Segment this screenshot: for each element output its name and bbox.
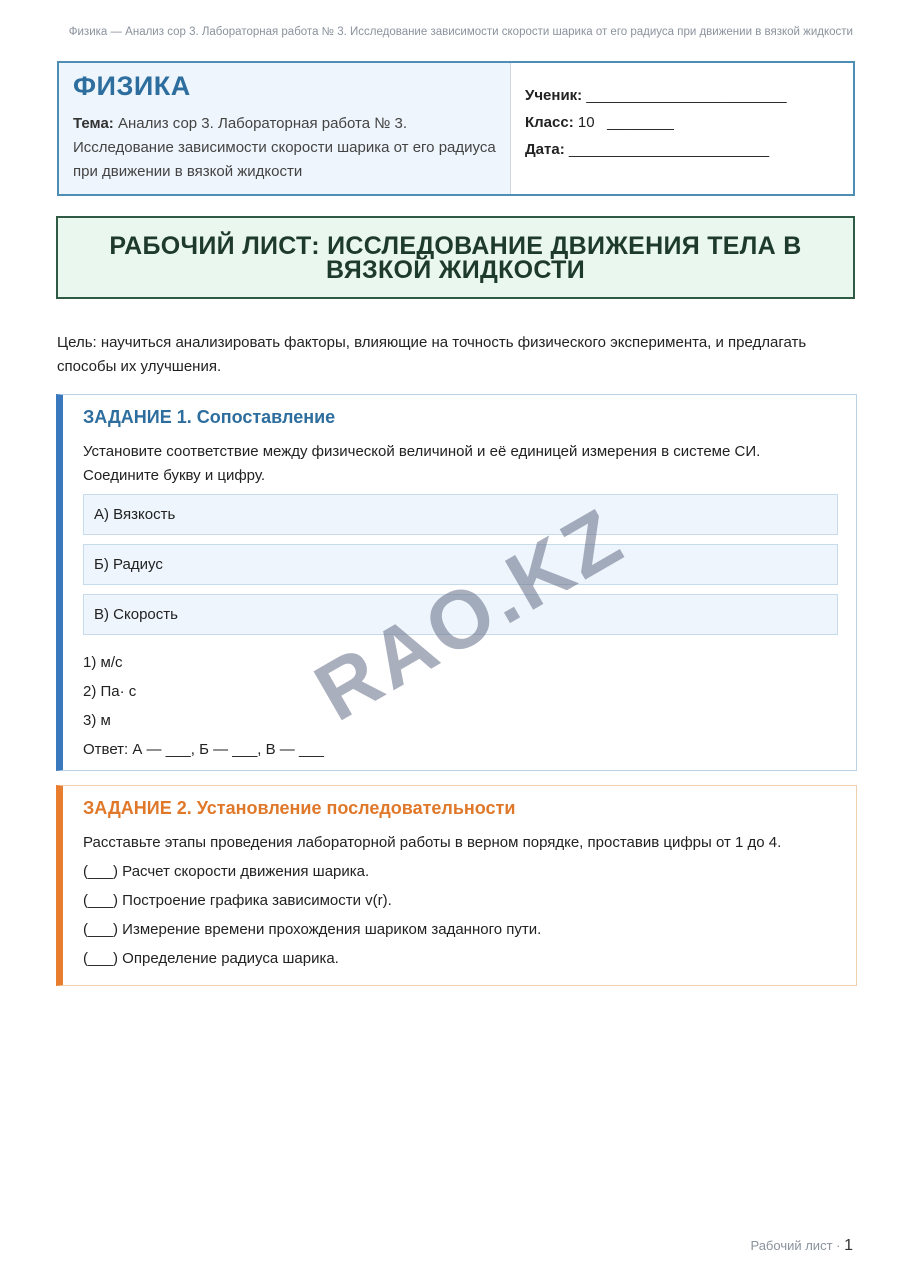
match-item-v: В) Скорость <box>83 594 838 635</box>
unit-3: 3) м <box>83 712 111 729</box>
match-item-a: А) Вязкость <box>83 494 838 535</box>
task-1-title: ЗАДАНИЕ 1. Сопоставление <box>83 407 336 427</box>
header-box <box>57 61 855 196</box>
task-1 <box>56 394 857 771</box>
footer <box>750 1237 853 1255</box>
student-blank[interactable]: ________________________ <box>586 87 787 104</box>
step-item[interactable]: (___) Измерение времени прохождения шариком заданного пути. <box>83 921 542 938</box>
class-value: 10 <box>577 114 595 131</box>
date-blank[interactable]: ________________________ <box>568 141 770 158</box>
header-left <box>59 63 511 194</box>
task-1-answer[interactable]: Ответ: А — ___, Б — ___, В — ___ <box>83 741 324 758</box>
worksheet-title-box <box>56 216 855 299</box>
topic-label: Тема: <box>73 115 114 132</box>
student-field <box>525 82 839 109</box>
step-item[interactable]: (___) Расчет скорости движения шарика. <box>83 863 370 880</box>
unit-2: 2) Па· с <box>83 683 137 700</box>
student-label: Ученик: <box>525 87 583 104</box>
worksheet-title: РАБОЧИЙ ЛИСТ: ИССЛЕДОВАНИЕ ДВИЖЕНИЯ ТЕЛА В ВЯЗКОЙ ЖИДКОСТИ <box>109 231 802 284</box>
match-item-b: Б) Радиус <box>83 544 838 585</box>
step-item[interactable]: (___) Построение графика зависимости v(r). <box>83 892 392 909</box>
class-field <box>525 109 839 136</box>
unit-1: 1) м/с <box>83 654 123 671</box>
class-blank[interactable]: ________ <box>607 114 674 131</box>
page-number: 1 <box>844 1237 853 1254</box>
topic-text: Анализ сор 3. Лабораторная работа № 3. Исследование зависимости скорости шарика от его радиуса при движении в вязкой жидкости <box>73 115 496 180</box>
running-header: Физика — Анализ сор 3. Лабораторная работа № 3. Исследование зависимости скорости шарика от его радиуса при движении в вязкой жидкости <box>68 26 853 38</box>
task-2-instruction: Расставьте этапы проведения лабораторной работы в верном порядке, проставив цифры от 1 до 4. <box>83 834 782 851</box>
footer-label: Рабочий лист · <box>750 1238 841 1253</box>
task-1-instruction: Установите соответствие между физической величиной и её единицей измерения в системе СИ. Соедините букву и цифру. <box>83 443 761 484</box>
subject-title: ФИЗИКА <box>73 71 191 101</box>
watermark: RAO.KZ <box>300 490 639 739</box>
task-2-title: ЗАДАНИЕ 2. Установление последовательности <box>83 798 516 818</box>
topic <box>73 112 496 184</box>
class-label: Класс: <box>525 114 574 131</box>
goal-text: Цель: научиться анализировать факторы, влияющие на точность физического эксперимента, и предлагать способы их улучшения. <box>57 334 807 375</box>
date-field <box>525 136 839 163</box>
task-2 <box>56 785 857 986</box>
date-label: Дата: <box>525 141 565 158</box>
header-right <box>511 63 853 194</box>
step-item[interactable]: (___) Определение радиуса шарика. <box>83 950 339 967</box>
